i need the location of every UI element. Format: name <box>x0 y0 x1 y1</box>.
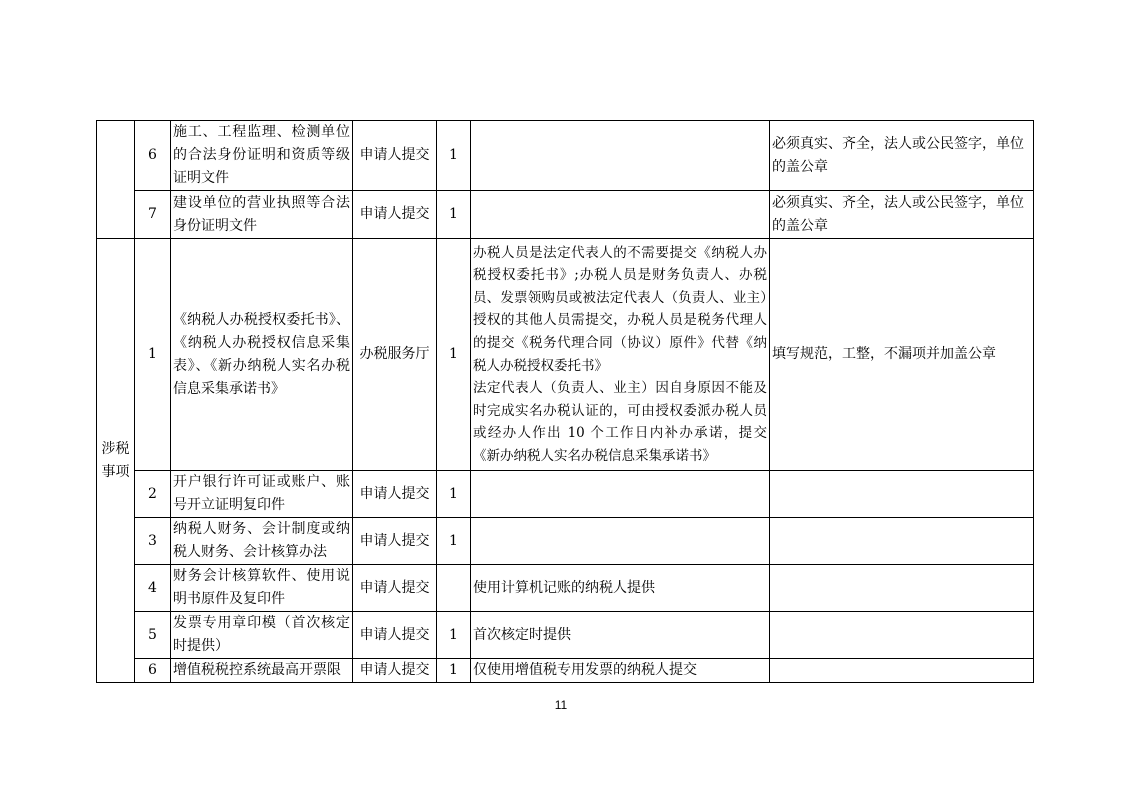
table-row <box>97 565 1034 612</box>
row-number: 5 <box>135 612 171 659</box>
requirement: 必须真实、齐全，法人或公民签字，单位的盖公章 <box>770 191 1034 239</box>
note <box>471 518 770 565</box>
table-row <box>97 121 1034 191</box>
section-cell-empty <box>97 121 135 239</box>
requirement: 填写规范，工整，不漏项并加盖公章 <box>770 239 1034 471</box>
note: 仅使用增值税专用发票的纳税人提交 <box>471 659 770 683</box>
materials-table <box>96 120 1034 683</box>
note: 首次核定时提供 <box>471 612 770 659</box>
requirement <box>770 565 1034 612</box>
row-number: 6 <box>135 659 171 683</box>
material-source: 申请人提交 <box>353 518 437 565</box>
copies: 1 <box>437 471 471 518</box>
section-label-text: 涉税事项 <box>101 440 130 480</box>
row-number: 6 <box>135 121 171 191</box>
page-number: 11 <box>554 698 568 712</box>
copies: 1 <box>437 191 471 239</box>
material-source: 申请人提交 <box>353 659 437 683</box>
copies: 1 <box>437 239 471 471</box>
note <box>471 121 770 191</box>
copies: 1 <box>437 612 471 659</box>
material-name: 财务会计核算软件、使用说明书原件及复印件 <box>171 565 353 612</box>
material-source: 申请人提交 <box>353 612 437 659</box>
note <box>471 191 770 239</box>
section-label-tax <box>97 239 135 683</box>
material-name: 《纳税人办税授权委托书》、《纳税人办税授权信息采集表》、《新办纳税人实名办税信息采集承诺书》 <box>171 239 353 471</box>
table-row <box>97 612 1034 659</box>
material-source: 申请人提交 <box>353 471 437 518</box>
copies: 1 <box>437 121 471 191</box>
table-row <box>97 659 1034 683</box>
row-number: 3 <box>135 518 171 565</box>
requirement: 必须真实、齐全，法人或公民签字，单位的盖公章 <box>770 121 1034 191</box>
table-row <box>97 518 1034 565</box>
table-row <box>97 191 1034 239</box>
material-name: 纳税人财务、会计制度或纳税人财务、会计核算办法 <box>171 518 353 565</box>
material-name: 增值税税控系统最高开票限 <box>171 659 353 683</box>
material-name: 发票专用章印模（首次核定时提供） <box>171 612 353 659</box>
copies: 1 <box>437 659 471 683</box>
row-number: 1 <box>135 239 171 471</box>
copies: 1 <box>437 518 471 565</box>
requirement <box>770 518 1034 565</box>
copies <box>437 565 471 612</box>
note: 办税人员是法定代表人的不需要提交《纳税人办税授权委托书》;办税人员是财务负责人、办税员、发票领购员或被法定代表人（负责人、业主）授权的其他人员需提交，办税人员是税务代理人的提交《税务代理合同（协议）原件》代替《纳税人办税授权委托书》 法定代表人（负责人、业主）因自身原因不能及时完成实名办税认证的，可由授权委派办税人员或经办人作出 10 个工作日内补办承诺，提交《新办纳税人实名办税信息采集承诺书》 <box>471 239 770 471</box>
row-number: 4 <box>135 565 171 612</box>
material-source: 办税服务厅 <box>353 239 437 471</box>
note: 使用计算机记账的纳税人提供 <box>471 565 770 612</box>
table-row <box>97 239 1034 471</box>
row-number: 7 <box>135 191 171 239</box>
row-number: 2 <box>135 471 171 518</box>
material-source: 申请人提交 <box>353 121 437 191</box>
requirement <box>770 659 1034 683</box>
table-row <box>97 471 1034 518</box>
material-name: 施工、工程监理、检测单位的合法身份证明和资质等级证明文件 <box>171 121 353 191</box>
material-source: 申请人提交 <box>353 565 437 612</box>
requirement <box>770 612 1034 659</box>
material-name: 开户银行许可证或账户、账号开立证明复印件 <box>171 471 353 518</box>
note <box>471 471 770 518</box>
material-name: 建设单位的营业执照等合法身份证明文件 <box>171 191 353 239</box>
requirement <box>770 471 1034 518</box>
material-source: 申请人提交 <box>353 191 437 239</box>
